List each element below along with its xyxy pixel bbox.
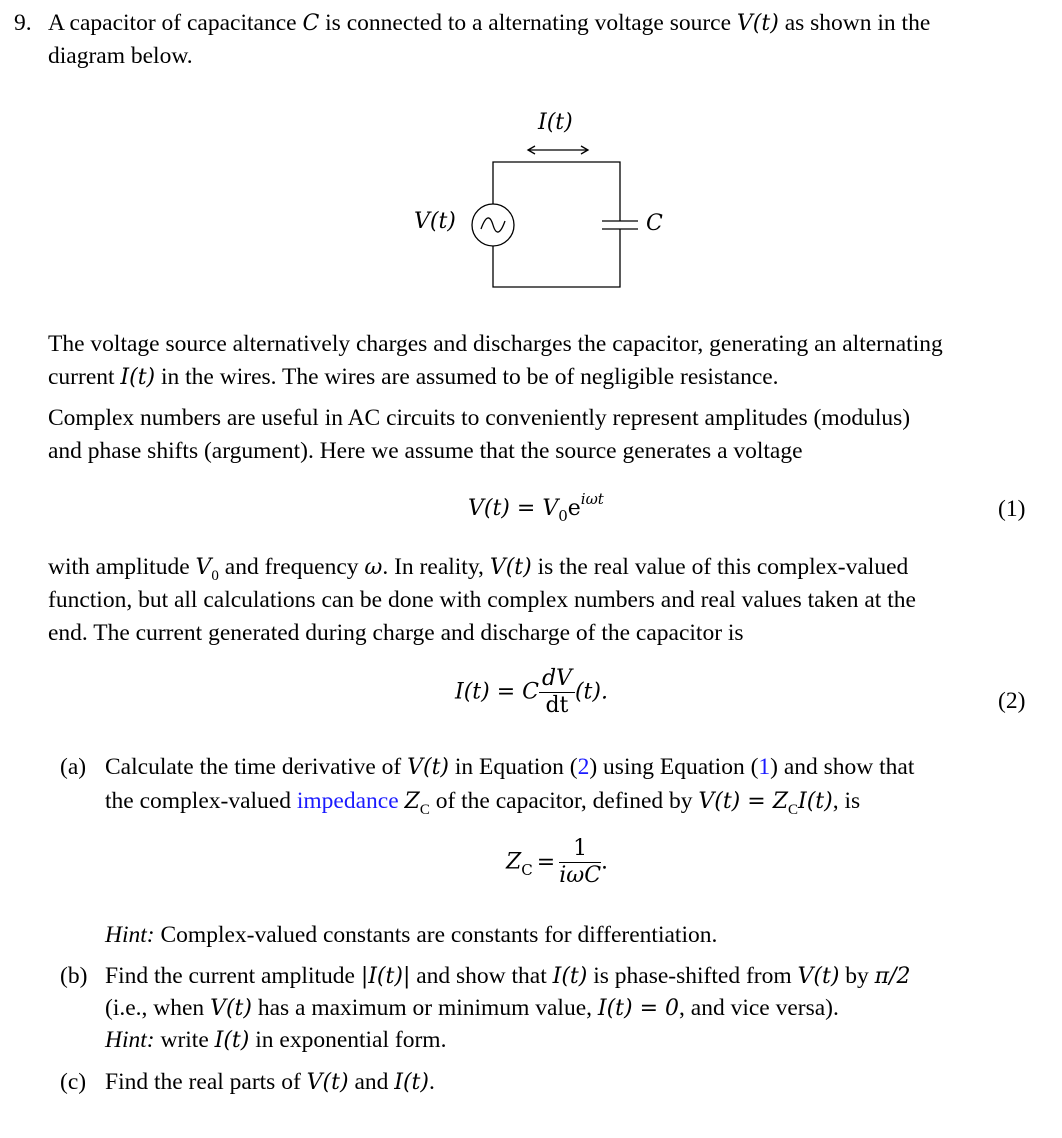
equation2: I(t) = C $\frac{dV}{dt}$ (t). xyxy=(455,666,608,718)
paragraph3-line1: with amplitude $V_0$ and frequency ω. In reality, V(t) is the real value of this complex-valued xyxy=(48,554,909,584)
paragraph1-line2: current I(t) in the wires. The wires are assumed to be of negligible resistance. xyxy=(48,364,779,390)
equation2-ref-link[interactable]: 2 xyxy=(577,754,590,780)
part-b-label: (b) xyxy=(60,963,88,989)
part-c-label: (c) xyxy=(60,1069,87,1095)
equation1-number: (1) xyxy=(998,496,1026,522)
current-label: I(t) xyxy=(538,110,573,135)
problem-number: 9. xyxy=(14,10,32,36)
ac-wave-icon xyxy=(481,218,505,232)
part-b-hint: Hint: write I(t) in exponential form. xyxy=(105,1027,447,1053)
part-b-line1: Find the current amplitude |I(t)| and show that I(t) is phase-shifted from V(t) by π/2 xyxy=(105,963,911,989)
paragraph3-line3: end. The current generated during charge and discharge of the capacitor is xyxy=(48,620,744,646)
problem-intro-line2: diagram below. xyxy=(48,43,193,69)
equation2-number: (2) xyxy=(998,688,1026,714)
paragraph3-line2: function, but all calculations can be done with complex numbers and real values taken at the xyxy=(48,587,916,613)
part-b-line2: (i.e., when V(t) has a maximum or minimum value, I(t) = 0, and vice versa). xyxy=(105,995,839,1021)
circuit-wire-bottom xyxy=(493,229,620,287)
part-a-line1: Calculate the time derivative of V(t) in Equation (2) using Equation (1) and show that xyxy=(105,754,915,780)
part-a-line2: the complex-valued impedance $Z_C$ of the capacitor, defined by $V(t) = Z_CI(t)$, is xyxy=(105,788,861,818)
part-c-text: Find the real parts of V(t) and I(t). xyxy=(105,1069,435,1095)
impedance-link[interactable]: impedance xyxy=(296,788,399,814)
equation1-ref-link[interactable]: 1 xyxy=(758,754,771,780)
paragraph1-line1: The voltage source alternatively charges and discharges the capacitor, generating an alternating xyxy=(48,331,943,357)
part-a-label: (a) xyxy=(60,754,87,780)
equation1: $V(t) = V_0e^{i\omega t}$ xyxy=(468,490,604,525)
problem-intro-line1: A capacitor of capacitance C is connected to a alternating voltage source V(t) as shown in the xyxy=(48,10,931,36)
impedance-equation: $Z_C$ = $\frac{1}{\text{iωC}}$ . xyxy=(506,836,609,888)
part-a-hint: Hint: Complex-valued constants are constants for differentiation. xyxy=(105,922,718,948)
source-label: V(t) xyxy=(414,209,456,234)
circuit-wire xyxy=(493,162,620,221)
paragraph2-line2: and phase shifts (argument). Here we assume that the source generates a voltage xyxy=(48,438,803,464)
paragraph2-line1: Complex numbers are useful in AC circuits to conveniently represent amplitudes (modulus) xyxy=(48,405,911,431)
circuit-diagram xyxy=(0,0,1062,330)
capacitor-label: C xyxy=(646,211,663,236)
